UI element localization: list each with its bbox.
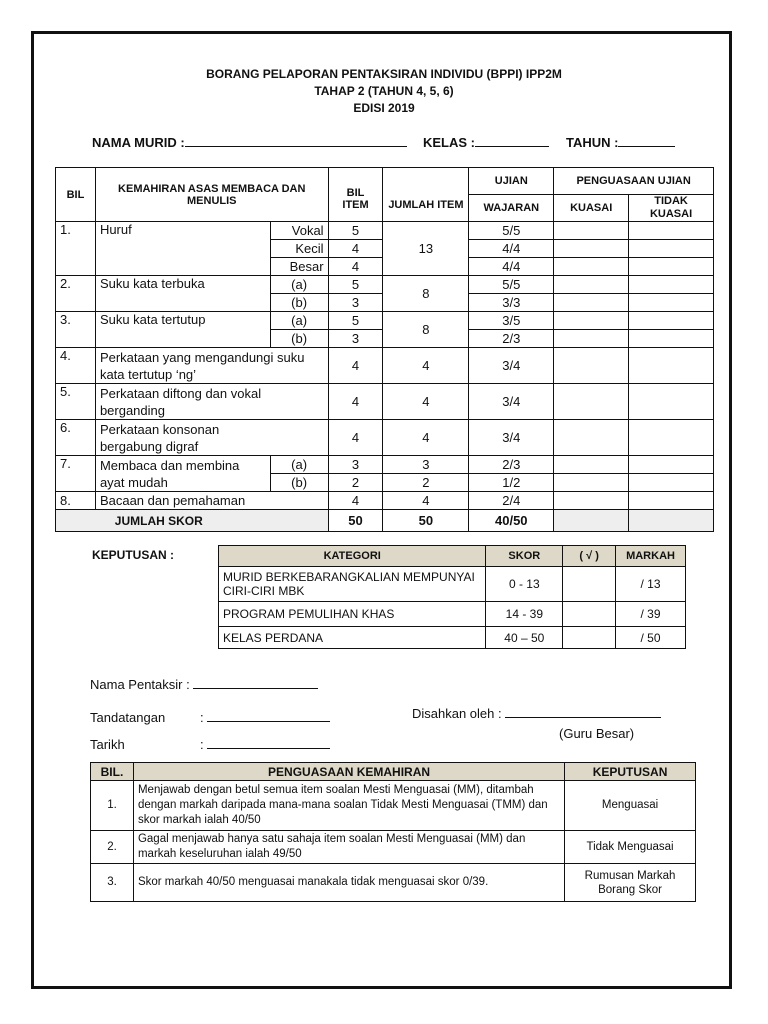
skor-mbk: 0 - 13 — [486, 567, 563, 602]
row1-sub3: Besar — [270, 258, 328, 276]
row2-item1: 5 — [328, 276, 383, 294]
header-penguasaan-kemahiran: PENGUASAAN KEMAHIRAN — [133, 763, 564, 781]
markah-mbk: / 13 — [616, 567, 686, 602]
total-kuasai-cell — [554, 510, 629, 532]
total-jumlah-item: 50 — [383, 510, 469, 532]
row8-bil: 8. — [56, 492, 96, 510]
kuasai-cell[interactable] — [554, 456, 629, 474]
header-skor: SKOR — [486, 546, 563, 567]
row1-wajaran1: 5/5 — [469, 222, 554, 240]
row2-sub1: (a) — [270, 276, 328, 294]
row2-name: Suku kata terbuka — [95, 276, 270, 312]
tidak-kuasai-cell[interactable] — [629, 384, 714, 420]
guru-besar-label: (Guru Besar) — [559, 726, 635, 741]
header-wajaran: WAJARAN — [469, 195, 554, 222]
header-keputusan: KEPUTUSAN — [565, 763, 696, 781]
kelas-label: KELAS : — [423, 135, 475, 150]
markah-pemulihan: / 39 — [616, 602, 686, 627]
kuasai-cell[interactable] — [554, 474, 629, 492]
row4-bil: 4. — [56, 348, 96, 384]
pk-row2-text: Gagal menjawab hanya satu sahaja item soalan Mesti Menguasai (MM) dan markah keseluruhan ialah 49/50 — [133, 831, 564, 864]
form-title: BORANG PELAPORAN PENTAKSIRAN INDIVIDU (BPPI) IPP2M — [206, 67, 562, 81]
header-bil-item: BIL ITEM — [328, 168, 383, 222]
header-kategori: KATEGORI — [219, 546, 486, 567]
kategori-perdana: KELAS PERDANA — [219, 627, 486, 649]
kuasai-cell[interactable] — [554, 240, 629, 258]
pk-row2-bil: 2. — [91, 831, 134, 864]
tandatangan-colon: : — [200, 710, 204, 725]
kuasai-cell[interactable] — [554, 492, 629, 510]
tidak-kuasai-cell[interactable] — [629, 474, 714, 492]
tandatangan-row — [90, 710, 165, 725]
header-tidak-kuasai: TIDAK KUASAI — [629, 195, 714, 222]
kuasai-cell[interactable] — [554, 312, 629, 330]
row5-jumlah: 4 — [383, 384, 469, 420]
keputusan-label: KEPUTUSAN : — [92, 548, 175, 562]
nama-pentaksir-row — [90, 677, 318, 692]
tidak-kuasai-cell[interactable] — [629, 222, 714, 240]
pk-row1-keputusan: Menguasai — [565, 781, 696, 831]
assessment-table — [55, 167, 714, 532]
tandatangan-line — [200, 710, 330, 725]
row1-sub1: Vokal — [270, 222, 328, 240]
kuasai-cell[interactable] — [554, 384, 629, 420]
row7-jumlah2: 2 — [383, 474, 469, 492]
row1-bil: 1. — [56, 222, 96, 276]
kelas-field[interactable] — [475, 135, 549, 147]
kuasai-cell[interactable] — [554, 294, 629, 312]
row1-jumlah: 13 — [383, 222, 469, 276]
tidak-kuasai-cell[interactable] — [629, 330, 714, 348]
pk-row3-keputusan: Rumusan Markah Borang Skor — [565, 864, 696, 902]
pk-row3-bil: 3. — [91, 864, 134, 902]
row6-name: Perkataan konsonan bergabung digraf — [95, 420, 328, 456]
tidak-kuasai-cell[interactable] — [629, 276, 714, 294]
tidak-kuasai-cell[interactable] — [629, 240, 714, 258]
nama-murid-label: NAMA MURID : — [92, 135, 185, 150]
header-ujian: UJIAN — [469, 168, 554, 195]
disahkan-label: Disahkan oleh : — [412, 706, 502, 721]
tidak-kuasai-cell[interactable] — [629, 492, 714, 510]
header-markah: MARKAH — [616, 546, 686, 567]
tarikh-colon: : — [200, 737, 204, 752]
row1-sub2: Kecil — [270, 240, 328, 258]
row3-sub2: (b) — [270, 330, 328, 348]
row7-jumlah1: 3 — [383, 456, 469, 474]
header-jumlah-item: JUMLAH ITEM — [383, 168, 469, 222]
tidak-kuasai-cell[interactable] — [629, 312, 714, 330]
row3-item1: 5 — [328, 312, 383, 330]
kuasai-cell[interactable] — [554, 222, 629, 240]
tarikh-row — [90, 737, 125, 752]
row7-item1: 3 — [328, 456, 383, 474]
row7-bil: 7. — [56, 456, 96, 492]
row1-item1: 5 — [328, 222, 383, 240]
row2-wajaran2: 3/3 — [469, 294, 554, 312]
header-kuasai: KUASAI — [554, 195, 629, 222]
row2-bil: 2. — [56, 276, 96, 312]
row6-jumlah: 4 — [383, 420, 469, 456]
total-tidak-kuasai-cell — [629, 510, 714, 532]
row1-item2: 4 — [328, 240, 383, 258]
pk-row1-bil: 1. — [91, 781, 134, 831]
row3-item2: 3 — [328, 330, 383, 348]
pk-row1-text: Menjawab dengan betul semua item soalan Mesti Menguasai (MM), ditambah dengan markah daripada mana-mana soalan Tidak Mesti Menguasai (TMM) dan skor markah ialah 40/50 — [133, 781, 564, 831]
tidak-kuasai-cell[interactable] — [629, 348, 714, 384]
header-bil2: BIL. — [91, 763, 134, 781]
row3-wajaran2: 2/3 — [469, 330, 554, 348]
tick-cell[interactable] — [563, 602, 616, 627]
row1-name: Huruf — [95, 222, 270, 276]
header-kemahiran: KEMAHIRAN ASAS MEMBACA DAN MENULIS — [95, 168, 328, 222]
tandatangan-label: Tandatangan — [90, 710, 166, 725]
header-tick: ( √ ) — [563, 546, 616, 567]
total-wajaran: 40/50 — [469, 510, 554, 532]
tick-cell[interactable] — [563, 567, 616, 602]
row2-item2: 3 — [328, 294, 383, 312]
tahun-field[interactable] — [618, 135, 675, 147]
row3-bil: 3. — [56, 312, 96, 348]
header-bil: BIL — [56, 168, 96, 222]
row5-wajaran: 3/4 — [469, 384, 554, 420]
row5-bil: 5. — [56, 384, 96, 420]
row8-jumlah: 4 — [383, 492, 469, 510]
row3-name: Suku kata tertutup — [95, 312, 270, 348]
kategori-table — [218, 545, 686, 649]
row7-sub1: (a) — [270, 456, 328, 474]
kuasai-cell[interactable] — [554, 420, 629, 456]
row5-name: Perkataan diftong dan vokal berganding — [95, 384, 328, 420]
penguasaan-table — [90, 762, 696, 902]
row1-wajaran2: 4/4 — [469, 240, 554, 258]
row7-item2: 2 — [328, 474, 383, 492]
row5-item: 4 — [328, 384, 383, 420]
kuasai-cell[interactable] — [554, 276, 629, 294]
row3-sub1: (a) — [270, 312, 328, 330]
row2-sub2: (b) — [270, 294, 328, 312]
tandatangan-field[interactable] — [207, 710, 330, 722]
nama-pentaksir-field[interactable] — [193, 677, 318, 689]
nama-pentaksir-label: Nama Pentaksir : — [90, 677, 190, 692]
kategori-pemulihan: PROGRAM PEMULIHAN KHAS — [219, 602, 486, 627]
tahun-label: TAHUN : — [566, 135, 619, 150]
row7-sub2: (b) — [270, 474, 328, 492]
nama-murid-field[interactable] — [185, 135, 407, 147]
kuasai-cell[interactable] — [554, 258, 629, 276]
row7-wajaran1: 2/3 — [469, 456, 554, 474]
tarikh-label: Tarikh — [90, 737, 125, 752]
total-label: JUMLAH SKOR — [56, 510, 329, 532]
row7-name: Membaca dan membina ayat mudah — [95, 456, 270, 492]
row2-jumlah: 8 — [383, 276, 469, 312]
header-penguasaan: PENGUASAAN UJIAN — [554, 168, 714, 195]
form-subtitle: TAHAP 2 (TAHUN 4, 5, 6) — [314, 84, 454, 98]
row4-item: 4 — [328, 348, 383, 384]
pk-row2-keputusan: Tidak Menguasai — [565, 831, 696, 864]
row1-wajaran3: 4/4 — [469, 258, 554, 276]
row4-name: Perkataan yang mengandungi suku kata tertutup ‘ng’ — [95, 348, 328, 384]
row6-wajaran: 3/4 — [469, 420, 554, 456]
tidak-kuasai-cell[interactable] — [629, 420, 714, 456]
row6-bil: 6. — [56, 420, 96, 456]
skor-perdana: 40 – 50 — [486, 627, 563, 649]
pk-row3-text: Skor markah 40/50 menguasai manakala tidak menguasai skor 0/39. — [133, 864, 564, 902]
form-edition: EDISI 2019 — [353, 101, 415, 115]
tidak-kuasai-cell[interactable] — [629, 294, 714, 312]
kuasai-cell[interactable] — [554, 330, 629, 348]
row1-item3: 4 — [328, 258, 383, 276]
row8-name: Bacaan dan pemahaman — [95, 492, 328, 510]
kuasai-cell[interactable] — [554, 348, 629, 384]
tidak-kuasai-cell[interactable] — [629, 258, 714, 276]
row8-wajaran: 2/4 — [469, 492, 554, 510]
disahkan-field[interactable] — [505, 706, 661, 718]
row4-jumlah: 4 — [383, 348, 469, 384]
total-bil-item: 50 — [328, 510, 383, 532]
skor-pemulihan: 14 - 39 — [486, 602, 563, 627]
disahkan-row — [412, 706, 661, 721]
tick-cell[interactable] — [563, 627, 616, 649]
row7-wajaran2: 1/2 — [469, 474, 554, 492]
row4-wajaran: 3/4 — [469, 348, 554, 384]
kategori-mbk: MURID BERKEBARANGKALIAN MEMPUNYAI CIRI-CIRI MBK — [219, 567, 486, 602]
row2-wajaran1: 5/5 — [469, 276, 554, 294]
tidak-kuasai-cell[interactable] — [629, 456, 714, 474]
row6-item: 4 — [328, 420, 383, 456]
tarikh-line — [200, 737, 330, 752]
row3-wajaran1: 3/5 — [469, 312, 554, 330]
tarikh-field[interactable] — [207, 737, 330, 749]
row8-item: 4 — [328, 492, 383, 510]
row3-jumlah: 8 — [383, 312, 469, 348]
markah-perdana: / 50 — [616, 627, 686, 649]
